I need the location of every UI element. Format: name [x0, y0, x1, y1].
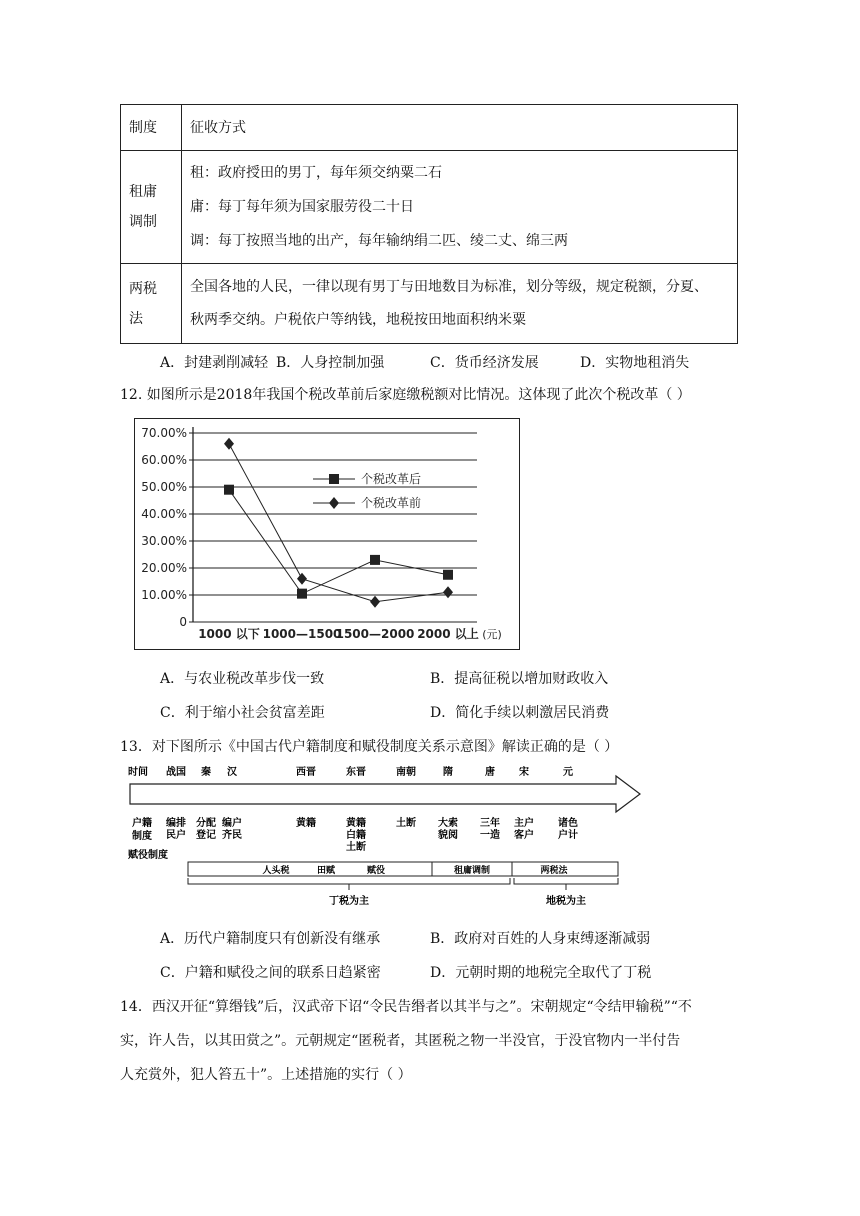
q12-option-b: B．提高征税以增加财政收入	[430, 671, 609, 687]
q11-option-a: A．封建剥削减轻	[160, 355, 269, 371]
table-row-content	[182, 264, 738, 344]
y-tick-label: 50.00%	[141, 480, 187, 494]
data-point-before	[443, 586, 453, 598]
timeline-svg	[126, 762, 646, 912]
huji-item: 黄籍	[296, 818, 316, 829]
fuyi-item: 两税法	[540, 866, 568, 876]
fuyi-item: 赋役	[366, 866, 386, 876]
household-tax-timeline	[126, 762, 646, 912]
content-line: 租：政府授田的男丁，每年须交纳粟二石	[190, 165, 442, 181]
q13-option-d: D．元朝时期的地税完全取代了丁税	[430, 965, 652, 981]
table-row-name	[121, 151, 182, 264]
legend-label: 个税改革后	[361, 472, 422, 486]
huji-item: 一造	[480, 830, 500, 841]
huji-item: 民户	[166, 830, 186, 841]
data-point-after	[443, 570, 453, 580]
row-name-line: 法	[129, 310, 143, 327]
q11-option-c: C．货币经济发展	[430, 355, 539, 371]
legend-marker	[329, 474, 339, 484]
huji-item: 主户	[514, 818, 534, 829]
huji-item: 土断	[396, 818, 416, 829]
data-point-before	[370, 596, 380, 608]
huji-item: 土断	[346, 842, 366, 853]
q11-option-d: D．实物地租消失	[580, 355, 690, 371]
x-tick-label: 1000 以下	[198, 627, 260, 641]
q12-stem: 12. 如图所示是2018年我国个税改革前后家庭缴税额对比情况。这体现了此次个税改革（ ）	[120, 387, 691, 403]
q13-stem: 13．对下图所示《中国古代户籍制度和赋役制度关系示意图》解读正确的是（ ）	[120, 739, 619, 755]
content-line: 庸：每丁每年须为国家服劳役二十日	[190, 199, 414, 215]
brace-label: 地税为主	[546, 896, 586, 907]
huji-item: 编户	[222, 818, 242, 829]
x-unit-label: (元)	[482, 628, 502, 641]
data-point-after	[297, 589, 307, 599]
huji-item: 客户	[514, 830, 534, 841]
period-label: 宋	[519, 767, 529, 778]
content-line: 调：每丁按照当地的出产，每年输纳绢二匹、绫二丈、绵三两	[190, 233, 568, 249]
huji-item: 分配	[196, 818, 216, 829]
tax-comparison-chart	[134, 418, 520, 650]
legend-marker	[329, 497, 339, 509]
period-label: 隋	[443, 767, 453, 778]
tax-system-table	[120, 104, 738, 344]
q14-line-1: 14．西汉开征“算缗钱”后，汉武帝下诏“令民告缗者以其半与之”。宋朝规定“令结甲输税”“不	[120, 999, 692, 1015]
q13-option-a: A．历代户籍制度只有创新没有继承	[160, 931, 381, 947]
brace-di	[514, 878, 618, 890]
data-point-after	[370, 555, 380, 565]
q11-option-b: B．人身控制加强	[276, 355, 385, 371]
huji-item: 大索	[438, 818, 458, 829]
y-tick-label: 40.00%	[141, 507, 187, 521]
period-label: 战国	[166, 767, 186, 778]
fuyi-item: 田赋	[316, 866, 336, 876]
fuyi-item: 租庸调制	[453, 866, 491, 876]
data-point-before	[224, 438, 234, 450]
period-label: 汉	[227, 767, 237, 778]
x-tick-label: 1500—2000	[335, 627, 415, 641]
data-point-before	[297, 573, 307, 585]
row-name-line: 租庸	[129, 184, 157, 200]
row-name-line: 两税	[129, 280, 157, 297]
line-chart-svg	[135, 419, 519, 649]
brace-ding	[188, 878, 510, 890]
period-label: 东晋	[346, 767, 366, 778]
brace-label: 丁税为主	[329, 896, 369, 907]
data-point-after	[224, 485, 234, 495]
table-row-name	[121, 264, 182, 344]
content-line: 全国各地的人民，一律以现有男丁与田地数目为标准，划分等级，规定税额，分夏、	[190, 278, 708, 295]
period-label: 唐	[485, 767, 495, 778]
y-tick-label: 30.00%	[141, 534, 187, 548]
x-tick-label: 1000—1500	[262, 627, 342, 641]
fuyi-item: 人头税	[262, 866, 290, 876]
huji-item: 诸色	[558, 818, 578, 829]
huji-label: 制度	[132, 831, 152, 842]
y-tick-label: 0	[179, 615, 187, 629]
huji-item: 编排	[166, 818, 186, 829]
time-label: 时间	[128, 767, 148, 778]
huji-item: 白籍	[346, 830, 366, 841]
q12-option-c: C．利于缩小社会贫富差距	[160, 705, 325, 721]
legend-label: 个税改革前	[361, 496, 422, 510]
y-tick-label: 70.00%	[141, 426, 187, 440]
fuyi-label: 赋役制度	[128, 850, 168, 861]
x-tick-label: 2000 以上	[417, 627, 479, 641]
y-tick-label: 10.00%	[141, 588, 187, 602]
series-line-before	[229, 444, 448, 602]
period-label: 秦	[201, 767, 211, 778]
period-label: 南朝	[396, 767, 416, 778]
huji-item: 黄籍	[346, 818, 366, 829]
q13-option-c: C．户籍和赋役之间的联系日趋紧密	[160, 965, 381, 981]
q13-option-b: B．政府对百姓的人身束缚逐渐减弱	[430, 931, 651, 947]
table-row-content	[182, 151, 738, 264]
period-label: 西晋	[296, 767, 316, 778]
table-header-method: 征收方式	[182, 105, 738, 151]
huji-label: 户籍	[132, 818, 152, 829]
q14-line-3: 人充赏外，犯人笞五十”。上述措施的实行（ ）	[120, 1067, 412, 1083]
q12-option-a: A．与农业税改革步伐一致	[160, 671, 325, 687]
huji-item: 三年	[480, 818, 500, 829]
y-tick-label: 60.00%	[141, 453, 187, 467]
huji-item: 登记	[196, 830, 216, 841]
huji-item: 户计	[558, 830, 578, 841]
period-label: 元	[563, 767, 573, 778]
q12-option-d: D．简化手续以刺激居民消费	[430, 705, 610, 721]
content-line: 秋两季交纳。户税依户等纳钱，地税按田地面积纳米粟	[190, 311, 526, 328]
table-header-system: 制度	[121, 105, 182, 151]
huji-item: 齐民	[222, 830, 242, 841]
row-name-line: 调制	[129, 214, 157, 230]
huji-item: 貌阅	[438, 830, 458, 841]
y-tick-label: 20.00%	[141, 561, 187, 575]
q14-line-2: 实，许人告，以其田赏之”。元朝规定“匿税者，其匿税之物一半没官，于没官物内一半付告	[120, 1033, 681, 1049]
timeline-arrow	[130, 776, 640, 812]
